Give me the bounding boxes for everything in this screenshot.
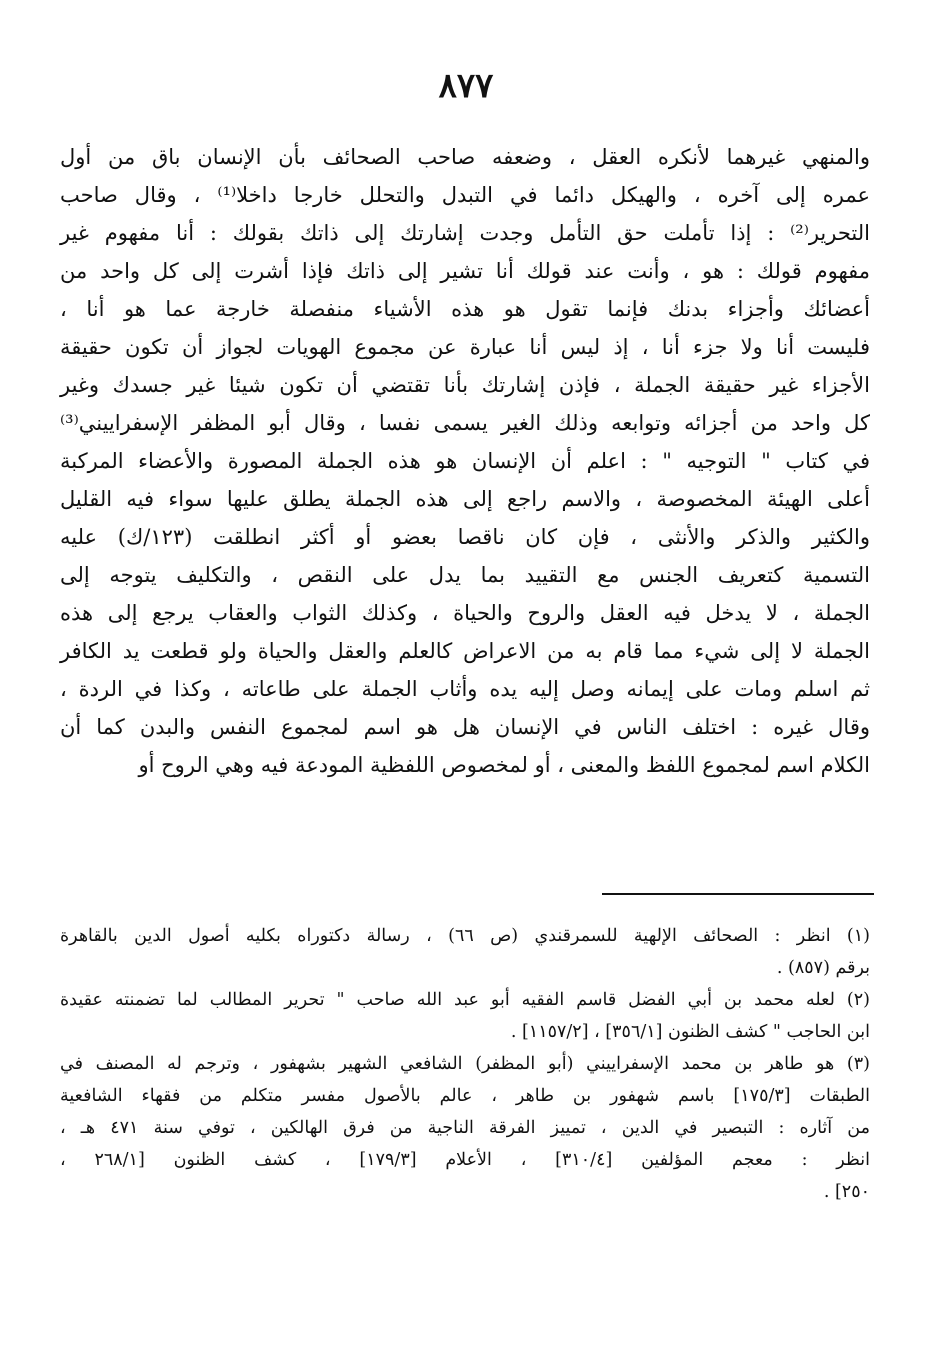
footnote-line: من آثاره : التبصير في الدين ، تمييز الفرقة الناجية من فرق الهالكين ، توفي سنة ٤٧١ هـ ،	[60, 1118, 870, 1138]
body-line: أعضائك وأجزاء بدنك فإنما تقول هو هذه الأشياء منفصلة خارجة عما هو أنا ،	[60, 297, 870, 321]
body-line: في كتاب " التوجيه " : اعلم أن الإنسان هو هذه الجملة المصورة والأعضاء المركبة	[60, 449, 870, 473]
body-line: التسمية كتعريف الجنس مع التقييد بما يدل على النقص ، والتكليف يتوجه إلى	[60, 563, 870, 587]
footnote-line: برقم (٨٥٧) .	[776, 958, 870, 978]
page-number: ٨٧٧	[438, 66, 494, 106]
body-line: التحرير⁽²⁾ : إذا تأملت حق التأمل وجدت إشارتك إلى ذاتك بقولك : أنا مفهوم غير	[60, 221, 870, 245]
body-line: والمنهي غيرهما لأنكره العقل ، وضعفه صاحب الصحائف بأن الإنسان باق من أول	[60, 145, 870, 169]
body-line: الأجزاء غير حقيقة الجملة ، فإذن إشارتك بأنا تقتضي أن تكون شيئا غير جسدك وغير	[60, 373, 870, 397]
body-line: عمره إلى آخره ، والهيكل دائما في التبدل والتحلل خارجا داخلا⁽¹⁾ ، وقال صاحب	[60, 183, 870, 207]
body-line: الجملة لا إلى شيء مما قام به من الاعراض كالعلم والعقل والحياة ولو قطعت يد الكافر	[60, 639, 870, 663]
footnote-line: انظر : معجم المؤلفين [٣١٠/٤] ، الأعلام [١٧٩/٣] ، كشف الظنون [٢٦٨/١ ،	[60, 1150, 871, 1170]
body-line: الكلام اسم لمجموع اللفظ والمعنى ، أو لمخصوص اللفظية المودعة فيه وهي الروح أو	[138, 753, 870, 777]
footnote-line: الطبقات [١٧٥/٣] باسم شهفور بن طاهر ، عالم بالأصول مفسر متكلم من فقهاء الشافعية	[60, 1086, 870, 1106]
footnote-line: (٢) لعله محمد بن أبي الفضل قاسم الفقيه أبو عبد الله صاحب " تحرير المطالب لما تضمنته عقيدة	[60, 990, 870, 1010]
body-line: ثم اسلم ومات على إيمانه وصل إليه يده وأثاب الجملة على طاعاته ، وكذا في الردة ،	[60, 677, 870, 701]
body-line: مفهوم قولك : هو ، وأنت عند قولك أنا تشير إلى ذاتك فإذا أشرت إلى كل واحد من	[60, 259, 870, 283]
body-line: والكثير والذكر والأنثى ، فإن كان ناقصا بعضو أو أكثر انطلقت (١٢٣/ك) عليه	[60, 525, 870, 549]
body-line: وقال غيره : اختلف الناس في الإنسان هل هو اسم لمجموع النفس والبدن كما أن	[60, 715, 870, 739]
body-line: كل واحد من أجزائه وتوابعه وذلك الغير يسمى نفسا ، وقال أبو المظفر الإسفراييني⁽³⁾	[60, 411, 870, 435]
footnote-divider	[602, 893, 874, 895]
footnote-line: (١) انظر : الصحائف الإلهية للسمرقندي (ص ٦٦) ، رسالة دكتوراه بكليه أصول الدين بالقاهرة	[60, 926, 870, 946]
footnotes	[60, 920, 870, 1208]
footnote-line: ابن الحاجب " كشف الظنون [٣٥٦/١] ، [١١٥٧/٢] .	[510, 1022, 870, 1042]
body-text	[60, 138, 870, 784]
body-line: فليست أنا ولا جزء أنا ، إذ ليس أنا عبارة عن مجموع الهويات لجواز أن تكون حقيقة	[60, 335, 870, 359]
body-line: أعلى الهيئة المخصوصة ، والاسم راجع إلى هذه الجملة يطلق عليها سواء فيه القليل	[60, 487, 870, 511]
footnote-line: ٢٥٠] .	[823, 1182, 870, 1202]
body-line: الجملة ، لا يدخل فيه العقل والروح والحياة ، وكذلك الثواب والعقاب يرجع إلى هذه	[60, 601, 870, 625]
footnote-line: (٣) هو طاهر بن محمد الإسفراييني (أبو المظفر) الشافعي الشهير بشهفور ، وترجم له المصنف في	[60, 1054, 870, 1074]
